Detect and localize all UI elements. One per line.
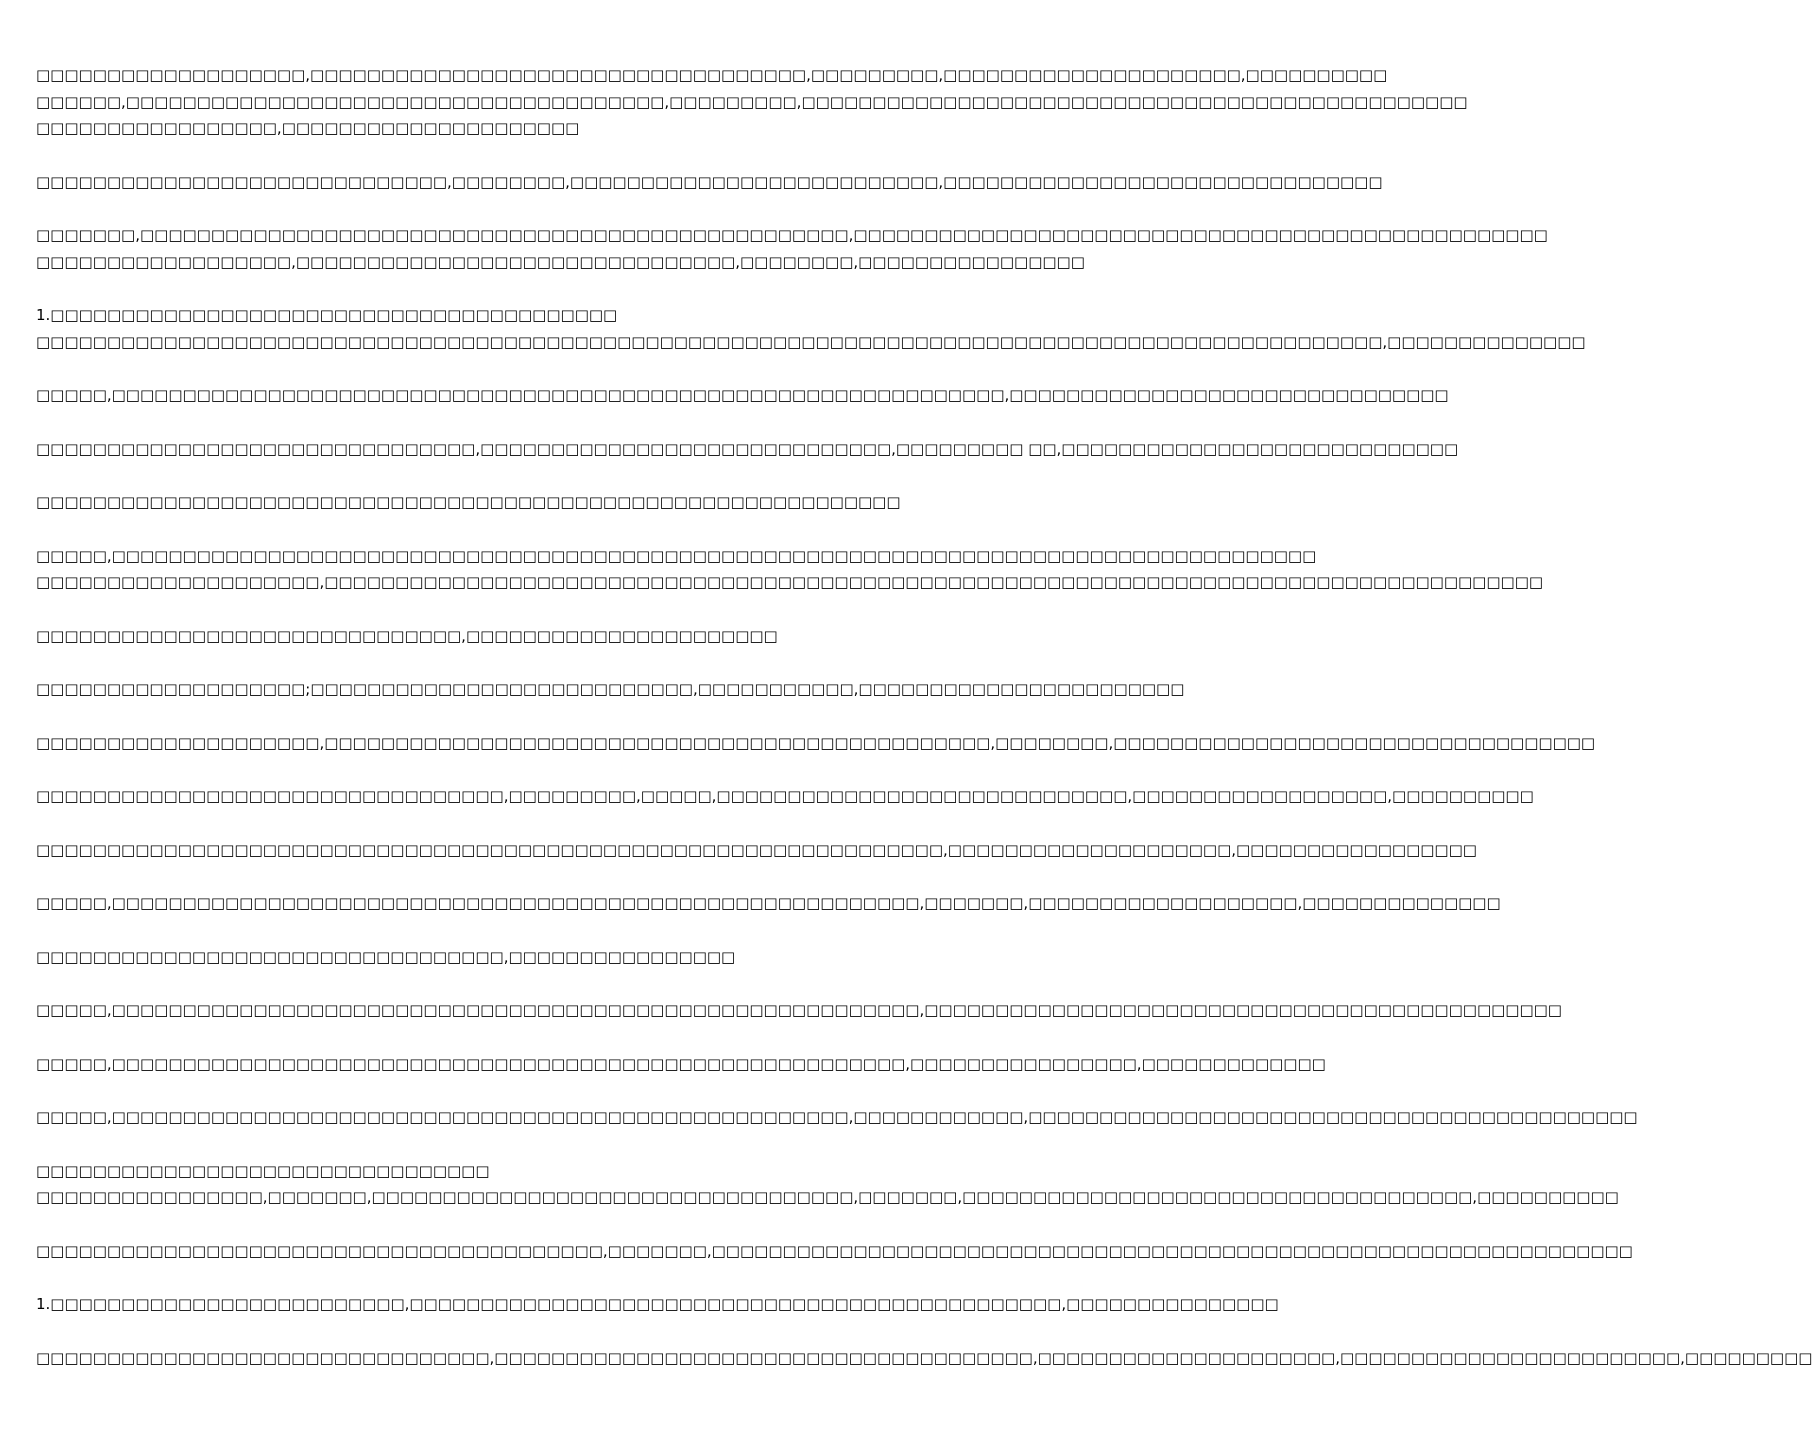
text-line: □□□□□□,□□□□□□□□□□□□□□□□□□□□□□□□□□□□□□□□□□□□□□,□□□□□□□□□,□□□□□□□□□□□□□□□□□□□□□□□□□□□□□□□□□□□□□□□□□□□□□□□ xyxy=(36,92,1468,111)
paragraph xyxy=(36,543,1544,596)
text-line: □□□□□□□□□□□□□□□□□□□□,□□□□□□□□□□□□□□□□□□□□□□□□□□□□□□□□□□□□□□□□□□□□□□□□□□□□□□□□□□□□□□□□□□□□□□□□□□□□□□□□□□□□□□ xyxy=(36,573,1544,591)
paragraph xyxy=(36,1238,1633,1265)
text-line: □□□□□,□□□□□□□□□□□□□□□□□□□□□□□□□□□□□□□□□□□□□□□□□□□□□□□□□□□□□□□□□,□□□□□□□,□□□□□□□□□□□□□□□□□□□,□□□□□□□□□□□□□□ xyxy=(36,894,1501,912)
paragraph xyxy=(36,169,1383,196)
text-line: □□□□□□□□□□□□□□□□□□,□□□□□□□□□□□□□□□□□□□□□□□□□□□□□□□,□□□□□□□□,□□□□□□□□□□□□□□□□ xyxy=(36,252,1085,271)
text-line: □□□□□□□□□□□□□□□□□□□;□□□□□□□□□□□□□□□□□□□□□□□□□□□,□□□□□□□□□□□,□□□□□□□□□□□□□□□□□□□□□□□ xyxy=(36,680,1185,698)
paragraph xyxy=(36,890,1501,917)
text-line: □□□□□,□□□□□□□□□□□□□□□□□□□□□□□□□□□□□□□□□□□□□□□□□□□□□□□□□□□□,□□□□□□□□□□□□,□□□□□□□□□□□□□□□□□□□□□□□□□□□□□□□□□□□□□□□□□□□ xyxy=(36,1108,1638,1126)
paragraph xyxy=(36,382,1449,409)
paragraph xyxy=(36,944,990,971)
text-line: □□□□□□□□□□□□□□□□□□□,□□□□□□□□□□□□□□□□□□□□□□□□□□□□□□□□□□□,□□□□□□□□□,□□□□□□□□□□□□□□□□□□□□□,□□□□□□□□□□ xyxy=(36,66,1388,84)
paragraph xyxy=(36,837,1477,864)
text-line: □□□□□□□□□□□□□□□□□,□□□□□□□□□□□□□□□□□□□□□ xyxy=(36,119,580,137)
paragraph xyxy=(36,436,1459,463)
text-line: □□□□□□□□□□□□□□□□□□□□□□□□□□□□□□□□□,□□□□□□□□□□□□□□□□ xyxy=(36,947,736,966)
paragraph xyxy=(36,1158,1619,1211)
paragraph xyxy=(36,62,1468,142)
paragraph xyxy=(36,676,1185,703)
document-page xyxy=(36,62,1812,1442)
text-line: □□□□□,□□□□□□□□□□□□□□□□□□□□□□□□□□□□□□□□□□□□□□□□□□□□□□□□□□□□□□□□□□□□□□□,□□□□□□□□□□□□□□□□□□□□□□□□□□□□□□□ xyxy=(36,386,1449,404)
text-line: □□□□□□□□□□□□□□□□□□□□□□□□□□□□□,□□□□□□□□,□□□□□□□□□□□□□□□□□□□□□□□□□□,□□□□□□□□□□□□□□□□□□□□□□□□□□□□□□□ xyxy=(36,172,1383,191)
text-line: □□□□□□□,□□□□□□□□□□□□□□□□□□□□□□□□□□□□□□□□□□□□□□□□□□□□□□□□□□,□□□□□□□□□□□□□□□□□□□□□□□□□□□□□□□□□□□□□□□□□□□□□□□□□ xyxy=(36,226,1548,244)
text-line: □□□□□□□□□□□□□□□□□□□□□□□□□□□□□□□□□□□□□□□□,□□□□□□□,□□□□□□□□□□□□□□□□□□□□□□□□□□□□□□□□□□□□□□□□□□□□□□□□□□□□□□□□□□□□□□□□□ xyxy=(36,1241,1633,1260)
text-line: □□□□□,□□□□□□□□□□□□□□□□□□□□□□□□□□□□□□□□□□□□□□□□□□□□□□□□□□□□□□□□□□□□□□□□□□□□□□□□□□□□□□□□□□□□□ xyxy=(36,546,1317,565)
text-line: □□□□□□□□□□□□□□□□□□□□□□□□□□□□□□□□□□□□□□□□□□□□□□□□□□□□□□□□□□□□□ xyxy=(36,493,901,511)
paragraph xyxy=(36,783,1534,810)
paragraph xyxy=(36,997,1562,1024)
paragraph xyxy=(36,1051,1326,1078)
paragraph xyxy=(36,1345,1812,1372)
text-line: □□□□□□□□□□□□□□□□□□□□□□□□□□□□□□□□□□□□□□□□□□□□□□□□□□□□□□□□□□□□□□□□□□□□□□□□□□□□□□□□□□□□□□□□□□□□□□□,□□□□□□□□□□□□□□ xyxy=(36,332,1586,351)
text-line: □□□□□□□□□□□□□□□□□□□□□□□□□□□□□□□□□□□□□□□□□□□□□□□□□□□□□□□□□□□□□□□□,□□□□□□□□□□□□□□□□□□□□,□□□□□□□□□□□□□□□□□ xyxy=(36,840,1477,859)
text-line: □□□□□□□□□□□□□□□□□□□□□□□□□□□□□□,□□□□□□□□□□□□□□□□□□□□□□ xyxy=(36,626,778,645)
paragraph xyxy=(36,623,990,650)
paragraph xyxy=(36,222,1548,275)
section-heading: 1.□□□□□□□□□□□□□□□□□□□□□□□□□□□□□□□□□□□□□□□□ xyxy=(36,306,618,324)
text-line: □□□□□,□□□□□□□□□□□□□□□□□□□□□□□□□□□□□□□□□□□□□□□□□□□□□□□□□□□□□□□□□,□□□□□□□□□□□□□□□□□□□□□□□□□□□□□□□□□□□□□□□□□□□□□ xyxy=(36,1001,1562,1019)
paragraph xyxy=(36,1291,1279,1318)
text-line: □□□□□□□□□□□□□□□□,□□□□□□□,□□□□□□□□□□□□□□□□□□□□□□□□□□□□□□□□□□,□□□□□□□,□□□□□□□□□□□□□□□□□□□□□□□□□□□□□□□□□□□□,□□□□□□□□□□ xyxy=(36,1188,1619,1206)
text-line: □□□□□□□□□□□□□□□□□□□□□□□□□□□□□□□,□□□□□□□□□□□□□□□□□□□□□□□□□□□□□,□□□□□□□□□ □□,□□□□□□□□□□□□□□□□□□□□□□□□□□□□ xyxy=(36,439,1459,458)
paragraph xyxy=(36,489,990,516)
section-heading: □□□□□□□□□□□□□□□□□□□□□□□□□□□□□□□□ xyxy=(36,1161,490,1180)
text-line: □□□□□,□□□□□□□□□□□□□□□□□□□□□□□□□□□□□□□□□□□□□□□□□□□□□□□□□□□□□□□□,□□□□□□□□□□□□□□□□,□□□□□□□□□□□□□ xyxy=(36,1054,1326,1073)
text-line: □□□□□□□□□□□□□□□□□□□□□□□□□□□□□□□□,□□□□□□□□□□□□□□□□□□□□□□□□□□□□□□□□□□□□□□,□□□□□□□□□□□□□□□□□□□□□,□□□□□□□□□□□□□□□□□□□□□□□□,□□□□□□□□□ xyxy=(36,1348,1812,1367)
text-line: □□□□□□□□□□□□□□□□□□□□,□□□□□□□□□□□□□□□□□□□□□□□□□□□□□□□□□□□□□□□□□□□□□□□,□□□□□□□□,□□□□□□□□□□□□□□□□□□□□□□□□□□□□□□□□□□ xyxy=(36,733,1596,752)
paragraph xyxy=(36,302,1586,355)
paragraph xyxy=(36,730,1596,757)
text-line: □□□□□□□□□□□□□□□□□□□□□□□□□□□□□□□□□,□□□□□□□□□,□□□□□,□□□□□□□□□□□□□□□□□□□□□□□□□□□□□,□□□□□□□□□□□□□□□□□□,□□□□□□□□□□ xyxy=(36,787,1534,805)
section-heading: 1.□□□□□□□□□□□□□□□□□□□□□□□□□,□□□□□□□□□□□□□□□□□□□□□□□□□□□□□□□□□□□□□□□□□□□□□□,□□□□□□□□□□□□□□□ xyxy=(36,1295,1279,1313)
paragraph xyxy=(36,1104,1638,1131)
